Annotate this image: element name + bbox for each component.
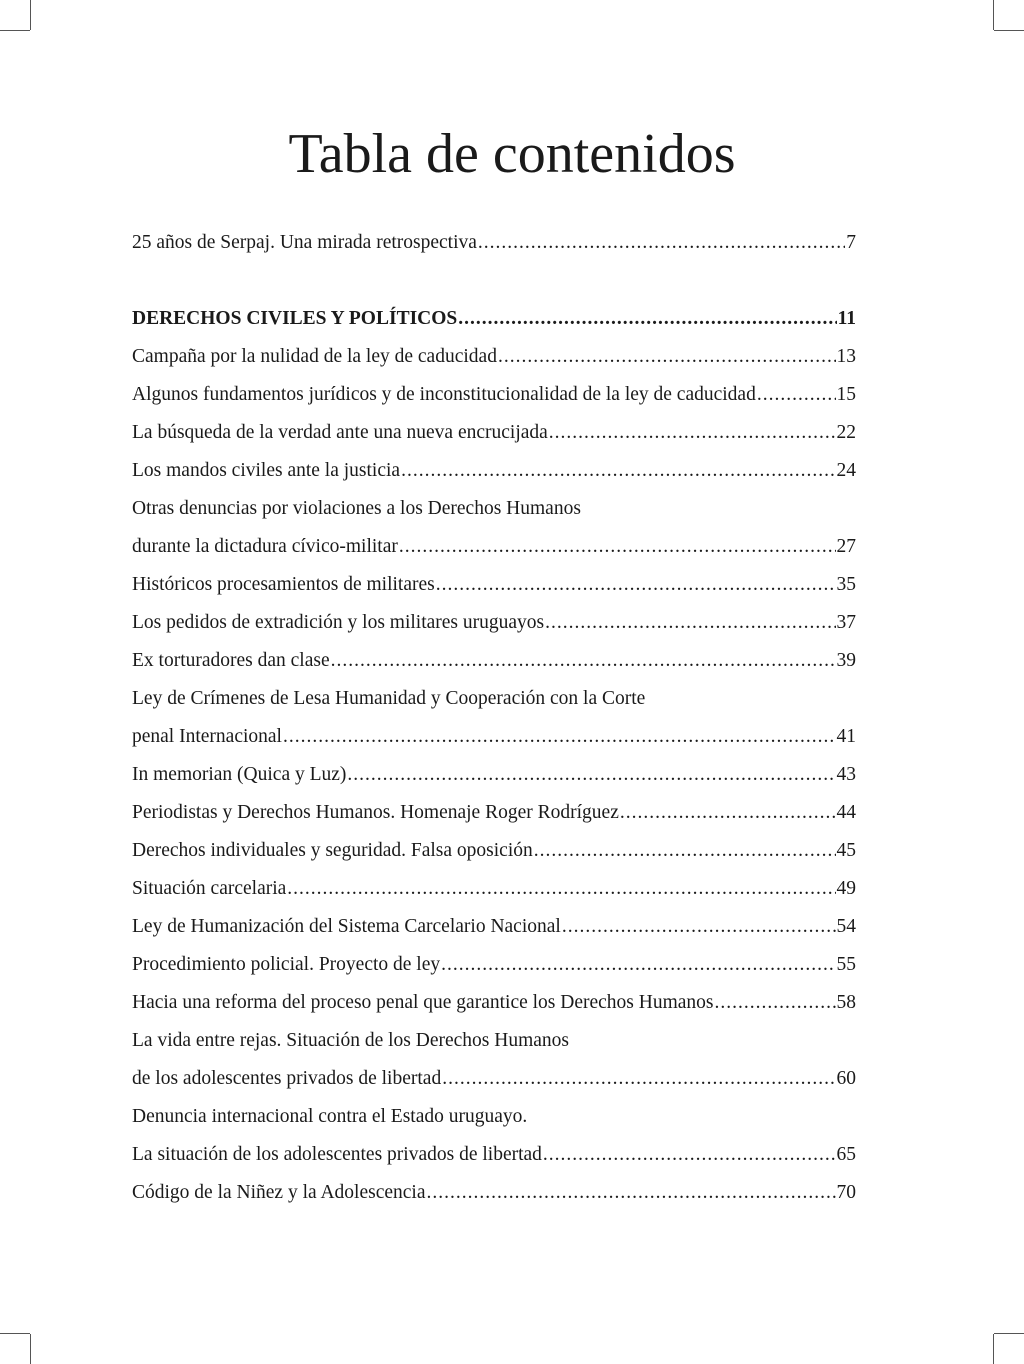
toc-entry[interactable] xyxy=(132,1022,856,1060)
toc-entry-title: Algunos fundamentos jurídicos y de inconstitucionalidad de la ley de caducidad xyxy=(132,384,756,405)
toc-entry-page-number: 39 xyxy=(836,650,856,671)
toc-entry-page-number: 60 xyxy=(836,1068,856,1089)
crop-mark-top-left-h xyxy=(0,30,30,31)
toc-entry[interactable] xyxy=(132,604,856,642)
toc-entry-page-number: 44 xyxy=(836,802,856,823)
toc-leader-dots xyxy=(399,528,836,566)
toc-leader-dots xyxy=(441,946,835,984)
toc-entry-title: Derechos individuales y seguridad. Falsa oposición xyxy=(132,840,533,861)
toc-entry-page-number: 24 xyxy=(836,460,856,481)
toc-entry-title: penal Internacional xyxy=(132,726,282,747)
toc-entry[interactable] xyxy=(132,1098,856,1136)
toc-entry-title: de los adolescentes privados de libertad xyxy=(132,1068,442,1089)
toc-leader-dots xyxy=(562,908,836,946)
toc-entry-page-number: 55 xyxy=(836,954,856,975)
toc-entry[interactable] xyxy=(132,794,856,832)
toc-entry[interactable] xyxy=(132,566,856,604)
toc-entry[interactable] xyxy=(132,376,856,414)
toc-entry-title: Ex torturadores dan clase xyxy=(132,650,330,671)
toc-entry-title: Campaña por la nulidad de la ley de caducidad xyxy=(132,346,497,367)
toc-entry-title: Ley de Humanización del Sistema Carcelario Nacional xyxy=(132,916,561,937)
toc-leader-dots xyxy=(757,376,836,414)
toc-entry-page-number: 13 xyxy=(836,346,856,367)
toc-leader-dots xyxy=(283,718,836,756)
toc-leader-dots xyxy=(442,1060,835,1098)
toc-entry-page-number: 15 xyxy=(836,384,856,405)
toc-entry-title: Situación carcelaria xyxy=(132,878,287,899)
toc-entry[interactable] xyxy=(132,1136,856,1174)
toc-entry-title: La búsqueda de la verdad ante una nueva encrucijada xyxy=(132,422,548,443)
crop-mark-bottom-right-h xyxy=(994,1333,1024,1334)
toc-entry-title: Los mandos civiles ante la justicia xyxy=(132,460,401,481)
toc-entry[interactable] xyxy=(132,1174,856,1212)
toc-entry-page-number: 49 xyxy=(836,878,856,899)
crop-mark-top-right-v xyxy=(993,0,994,30)
toc-entry[interactable] xyxy=(132,490,856,528)
toc-entry-page-number: 7 xyxy=(846,232,856,253)
toc-entry[interactable] xyxy=(132,870,856,908)
toc-entry[interactable] xyxy=(132,528,856,566)
toc-entry-page-number: 22 xyxy=(836,422,856,443)
crop-mark-bottom-left-h xyxy=(0,1333,30,1334)
toc-entry-title: In memorian (Quica y Luz) xyxy=(132,764,347,785)
toc-entry[interactable] xyxy=(132,300,856,338)
toc-entry-page-number: 45 xyxy=(836,840,856,861)
toc-entry-page-number: 41 xyxy=(836,726,856,747)
toc-entry[interactable] xyxy=(132,984,856,1022)
toc-entry[interactable] xyxy=(132,718,856,756)
toc-entry-page-number: 35 xyxy=(836,574,856,595)
toc-leader-dots xyxy=(549,414,836,452)
toc-entry[interactable] xyxy=(132,946,856,984)
toc-leader-dots xyxy=(331,642,836,680)
toc-entry[interactable] xyxy=(132,832,856,870)
crop-mark-bottom-right-v xyxy=(993,1334,994,1364)
toc-entry-title: DERECHOS CIVILES Y POLÍTICOS xyxy=(132,308,458,329)
toc-leader-dots xyxy=(498,338,836,376)
toc-leader-dots xyxy=(401,452,835,490)
toc-entry-page-number: 27 xyxy=(836,536,856,557)
toc-leader-dots xyxy=(287,870,835,908)
crop-mark-top-right-h xyxy=(994,30,1024,31)
toc-entry-title: Los pedidos de extradición y los militares uruguayos xyxy=(132,612,545,633)
toc-leader-dots xyxy=(534,832,836,870)
toc-entry[interactable] xyxy=(132,908,856,946)
toc-leader-dots xyxy=(458,300,836,338)
toc-entry-title: Hacia una reforma del proceso penal que garantice los Derechos Humanos xyxy=(132,992,714,1013)
toc-entry[interactable] xyxy=(132,452,856,490)
toc-entry-page-number: 70 xyxy=(836,1182,856,1203)
page-title: Tabla de contenidos xyxy=(288,123,736,185)
toc-entry[interactable] xyxy=(132,1060,856,1098)
toc-entry-page-number: 43 xyxy=(836,764,856,785)
toc-entry-page-number: 58 xyxy=(836,992,856,1013)
toc-leader-dots xyxy=(478,224,845,262)
toc-entry-title: Denuncia internacional contra el Estado uruguayo. xyxy=(132,1106,528,1127)
toc-entry[interactable] xyxy=(132,642,856,680)
toc-entry-title: Código de la Niñez y la Adolescencia xyxy=(132,1182,426,1203)
toc-leader-dots xyxy=(427,1174,836,1212)
toc-entry[interactable] xyxy=(132,224,856,262)
toc-entry-page-number: 37 xyxy=(836,612,856,633)
toc-leader-dots xyxy=(620,794,836,832)
toc-entry-title: Ley de Crímenes de Lesa Humanidad y Cooperación con la Corte xyxy=(132,688,646,709)
crop-mark-top-left-v xyxy=(30,0,31,30)
toc-entry[interactable] xyxy=(132,414,856,452)
toc-entry[interactable] xyxy=(132,680,856,718)
toc-entry[interactable] xyxy=(132,338,856,376)
toc-leader-dots xyxy=(545,604,835,642)
toc-leader-dots xyxy=(543,1136,836,1174)
toc-entry-page-number: 11 xyxy=(837,308,856,329)
toc-leader-dots xyxy=(347,756,835,794)
toc-entry-title: La vida entre rejas. Situación de los Derechos Humanos xyxy=(132,1030,569,1051)
toc-entry-page-number: 65 xyxy=(836,1144,856,1165)
toc-entry-title: Procedimiento policial. Proyecto de ley xyxy=(132,954,441,975)
toc-entry[interactable] xyxy=(132,756,856,794)
toc-leader-dots xyxy=(715,984,836,1022)
toc-entry-title: La situación de los adolescentes privados de libertad xyxy=(132,1144,542,1165)
toc-leader-dots xyxy=(436,566,836,604)
crop-mark-bottom-left-v xyxy=(30,1334,31,1364)
table-of-contents xyxy=(132,224,856,1212)
toc-entry-title: Históricos procesamientos de militares xyxy=(132,574,435,595)
toc-entry-title: Otras denuncias por violaciones a los Derechos Humanos xyxy=(132,498,581,519)
toc-entry-title: Periodistas y Derechos Humanos. Homenaje Roger Rodríguez xyxy=(132,802,619,823)
toc-entry-title: 25 años de Serpaj. Una mirada retrospectiva xyxy=(132,232,477,253)
toc-entry-page-number: 54 xyxy=(836,916,856,937)
toc-entry-title: durante la dictadura cívico-militar xyxy=(132,536,398,557)
